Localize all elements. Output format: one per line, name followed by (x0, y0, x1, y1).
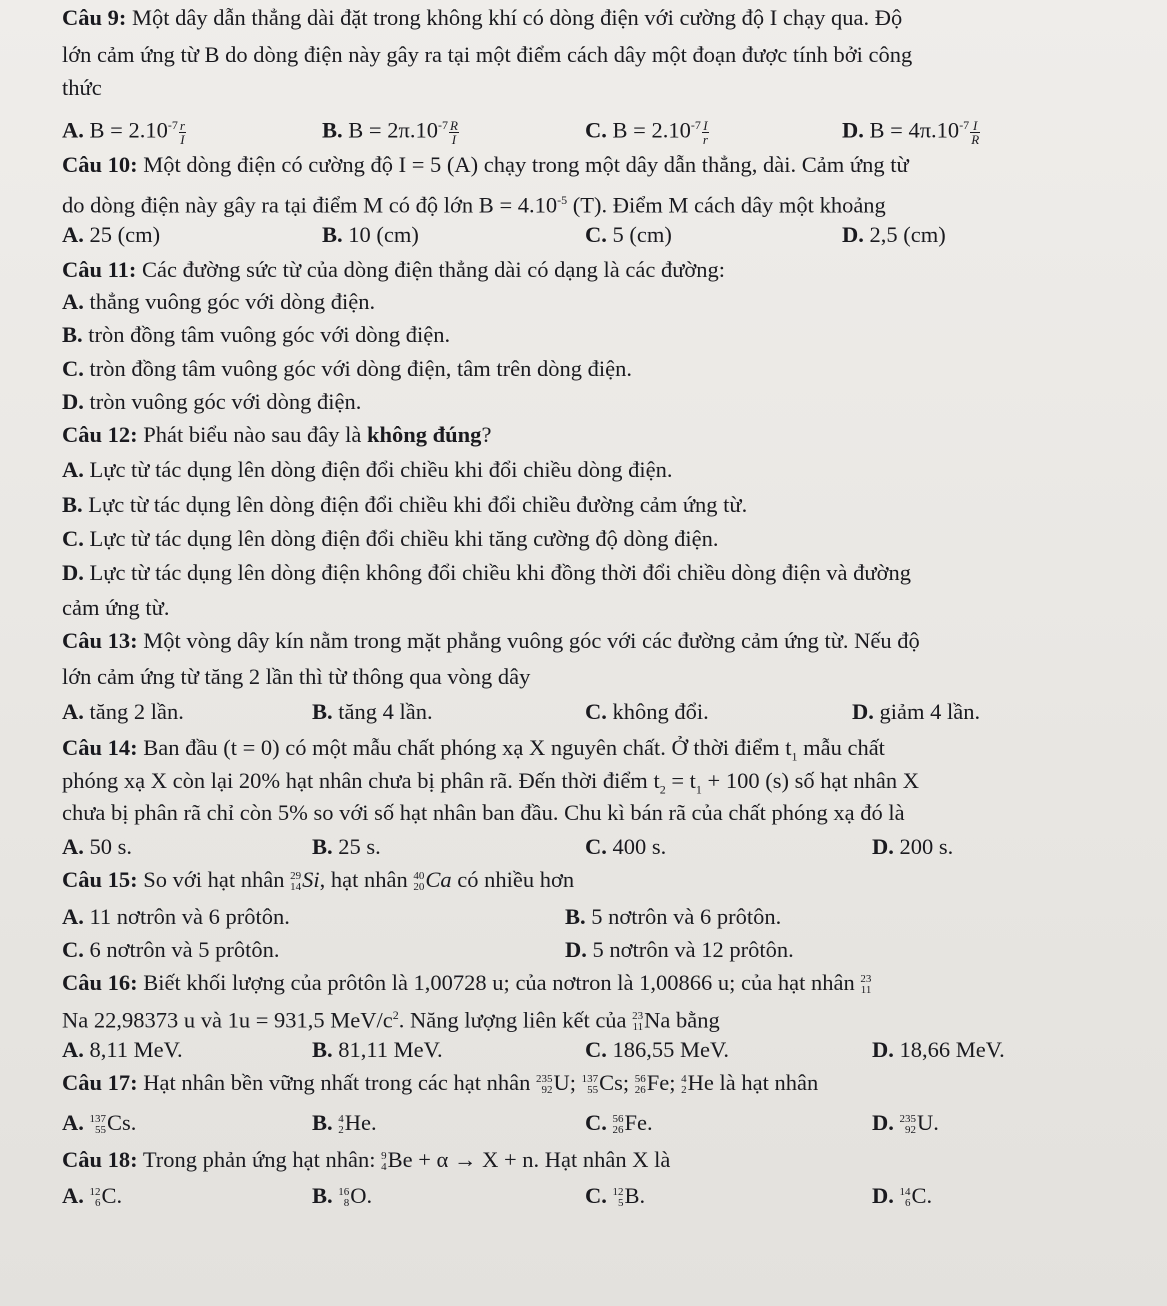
atomic-number: 92 (541, 1083, 553, 1096)
question-text: Trong phản ứng hạt nhân: (142, 1147, 382, 1172)
option-text: Lực từ tác dụng lên dòng điện đổi chiều khi đổi chiều dòng điện. (89, 457, 673, 482)
option-c[interactable] (585, 110, 709, 146)
option-a[interactable] (62, 697, 184, 727)
option-text: tăng 2 lần. (89, 699, 184, 724)
option-d[interactable] (62, 558, 911, 588)
question-text: So với hạt nhân (143, 867, 291, 892)
question-label: Câu 11: (62, 257, 137, 282)
option-letter: A. (62, 1183, 84, 1208)
question-9 (62, 3, 902, 33)
question-17 (62, 1068, 818, 1098)
option-d[interactable] (842, 110, 980, 146)
option-text: 5 nơtrôn và 6 prôtôn. (591, 904, 782, 929)
nuclide-notation (381, 1151, 387, 1173)
text: có nhiều hơn (451, 867, 575, 892)
exponent: -7 (690, 118, 701, 132)
exponent: -7 (167, 118, 178, 132)
question-label: Câu 13: (62, 628, 138, 653)
option-letter: B. (312, 834, 333, 859)
mass-number: 235 (899, 1112, 916, 1125)
option-letter: A. (62, 289, 84, 314)
atomic-number: 55 (587, 1083, 599, 1096)
fraction (702, 119, 709, 146)
option-letter: B. (312, 1183, 333, 1208)
option-d[interactable] (62, 387, 361, 417)
option-d[interactable] (872, 1181, 932, 1211)
option-d[interactable] (565, 935, 794, 965)
option-b[interactable] (565, 902, 781, 932)
denominator: r (702, 131, 708, 147)
option-text: thẳng vuông góc với dòng điện. (89, 289, 376, 314)
atomic-number: 92 (905, 1123, 916, 1136)
nuclide-notation (681, 1074, 687, 1096)
option-letter: B. (565, 904, 586, 929)
option-a[interactable] (62, 1181, 122, 1211)
option-d[interactable] (872, 832, 953, 862)
nuclide-notation (290, 871, 301, 893)
nuclide-notation (90, 1187, 101, 1209)
option-text: tròn đồng tâm vuông góc với dòng điện. (88, 322, 451, 347)
option-letter: D. (852, 699, 874, 724)
nuclide-notation (860, 974, 871, 996)
element-symbol: Fe (646, 1070, 670, 1095)
atomic-number: 6 (95, 1196, 101, 1209)
option-text: 11 nơtrôn và 6 prôtôn. (89, 904, 290, 929)
option-a[interactable] (62, 1108, 136, 1138)
option-c[interactable] (62, 354, 632, 384)
option-text: 5 (cm) (612, 222, 672, 247)
text: = t (665, 768, 696, 793)
element-symbol: Ca (425, 867, 452, 892)
option-text: giảm 4 lần. (879, 699, 981, 724)
atomic-number: 8 (343, 1196, 350, 1209)
element-symbol: He (687, 1070, 714, 1095)
mass-number: 12 (612, 1185, 624, 1198)
mass-number: 29 (290, 869, 302, 882)
option-letter: C. (585, 699, 607, 724)
option-a[interactable] (62, 287, 375, 317)
atomic-number: 5 (618, 1196, 624, 1209)
question-text: Một dây dẫn thẳng dài đặt trong không khí có dòng điện với cường độ I chạy qua. Độ (132, 5, 903, 30)
nuclide-notation (613, 1114, 624, 1136)
formula: B = 4π.10 (869, 117, 960, 143)
option-letter: C. (62, 937, 84, 962)
nuclide-notation (900, 1114, 917, 1136)
option-c[interactable] (585, 220, 672, 250)
nuclide-notation (632, 1011, 643, 1033)
text: do dòng điện này gây ra tại điểm M có độ lớn B = 4.10 (62, 192, 558, 218)
reaction-equation: + α → X + n (412, 1147, 534, 1172)
option-letter: D. (872, 1183, 894, 1208)
element-symbol: C. (101, 1183, 123, 1208)
element-symbol: U. (917, 1110, 939, 1135)
option-a[interactable] (62, 455, 673, 485)
subscript: 2 (659, 782, 666, 797)
option-letter: A. (62, 457, 84, 482)
option-text: 50 s. (89, 834, 133, 859)
mass-number: 12 (89, 1185, 101, 1198)
question-text (62, 1000, 720, 1036)
option-c[interactable] (585, 697, 709, 727)
option-b[interactable] (312, 1181, 372, 1211)
option-letter: C. (585, 834, 607, 859)
option-text: 400 s. (612, 834, 667, 859)
option-c[interactable] (585, 832, 666, 862)
formula: B = 2π.10 (348, 117, 438, 143)
mass-number: 40 (413, 869, 425, 882)
element-symbol: Be (387, 1147, 413, 1172)
denominator: R (971, 131, 980, 147)
exponent: 2 (392, 1008, 399, 1022)
nuclide-notation (338, 1114, 344, 1136)
numerator: R (449, 117, 458, 133)
question-label: Câu 12: (62, 422, 138, 447)
option-letter: C. (585, 117, 607, 143)
element-symbol: Cs (599, 1070, 623, 1095)
denominator: I (180, 131, 185, 147)
emphasis: không đúng (366, 422, 482, 447)
subscript: 1 (791, 749, 798, 764)
option-letter: D. (62, 389, 84, 414)
option-letter: C. (585, 1183, 607, 1208)
element-symbol: B. (624, 1183, 646, 1208)
option-text: 25 s. (338, 834, 381, 859)
option-text: 25 (cm) (89, 222, 161, 247)
question-10 (62, 150, 909, 180)
option-letter: A. (62, 1037, 84, 1062)
nuclide-notation (536, 1074, 553, 1096)
text: ? (481, 422, 492, 447)
atomic-number: 20 (413, 880, 425, 893)
option-text: 186,55 MeV. (612, 1037, 729, 1062)
option-b[interactable] (312, 832, 381, 862)
option-b[interactable] (322, 110, 459, 146)
text: . Năng lượng liên kết của (398, 1007, 633, 1033)
question-15 (62, 865, 574, 895)
option-d[interactable] (842, 220, 946, 250)
question-label: Câu 18: (62, 1147, 138, 1172)
atomic-number: 14 (290, 880, 302, 893)
exponent: -7 (959, 118, 970, 132)
question-label: Câu 14: (62, 735, 138, 760)
numerator: I (703, 117, 708, 133)
option-letter: D. (872, 1037, 894, 1062)
text: , hạt nhân (319, 867, 414, 892)
text: phóng xạ X còn lại 20% hạt nhân chưa bị phân rã. Đến thời điểm t (62, 768, 660, 793)
numerator: r (179, 117, 185, 133)
question-11 (62, 255, 725, 285)
question-16 (62, 968, 872, 998)
question-text: Biết khối lượng của prôtôn là 1,00728 u; của nơtron là 1,00866 u; của hạt nhân (143, 970, 855, 995)
text: + 100 (s) số hạt nhân X (701, 768, 919, 793)
question-label: Câu 10: (62, 152, 138, 177)
option-letter: D. (842, 117, 864, 143)
numerator: I (970, 119, 980, 133)
option-letter: C. (62, 526, 84, 551)
option-a[interactable] (62, 220, 160, 250)
mass-number: 4 (338, 1112, 344, 1125)
option-a[interactable] (62, 902, 290, 932)
option-c[interactable] (585, 1108, 653, 1138)
mass-number: 9 (381, 1149, 387, 1162)
atomic-number: 11 (632, 1021, 644, 1034)
option-letter: C. (585, 1110, 607, 1135)
mass-number: 56 (612, 1112, 624, 1125)
option-a[interactable] (62, 832, 132, 862)
option-letter: A. (62, 222, 84, 247)
option-text: tròn đồng tâm vuông góc với dòng điện, tâm trên dòng điện. (89, 356, 632, 381)
atomic-number: 4 (381, 1160, 387, 1173)
option-text-continued: cảm ứng từ. (62, 595, 170, 620)
atomic-number: 11 (860, 983, 872, 996)
option-d[interactable] (872, 1035, 1005, 1065)
option-text: tăng 4 lần. (338, 699, 433, 724)
option-a[interactable] (62, 110, 186, 146)
exponent: -7 (437, 118, 448, 132)
formula: B = 2.10 (89, 117, 168, 143)
option-letter: D. (842, 222, 864, 247)
option-letter: B. (62, 322, 83, 347)
text: mẫu chất (797, 735, 885, 760)
atomic-number: 6 (905, 1196, 911, 1209)
question-label: Câu 16: (62, 970, 138, 995)
element-symbol: U (553, 1070, 570, 1095)
option-letter: C. (62, 356, 84, 381)
option-letter: D. (872, 1110, 894, 1135)
mass-number: 137 (581, 1072, 599, 1085)
option-letter: B. (322, 222, 343, 247)
mass-number: 16 (338, 1185, 350, 1198)
atomic-number: 2 (681, 1083, 687, 1096)
question-text (62, 185, 886, 221)
option-d[interactable] (872, 1108, 939, 1138)
option-c[interactable] (585, 1035, 729, 1065)
fraction (449, 119, 459, 146)
text: là hạt nhân (713, 1070, 819, 1095)
option-text: 2,5 (cm) (869, 222, 946, 247)
text: Na 22,98373 u và 1u = 931,5 MeV/c (62, 1007, 393, 1033)
question-label: Câu 9: (62, 5, 127, 30)
nuclide-notation (413, 871, 424, 893)
option-text: 200 s. (899, 834, 954, 859)
text: . Hạt nhân X là (533, 1147, 671, 1172)
option-letter: D. (62, 560, 84, 585)
option-text: 6 nơtrôn và 5 prôtôn. (89, 937, 280, 962)
separator: ; (669, 1070, 682, 1095)
option-text: Lực từ tác dụng lên dòng điện đổi chiều khi tăng cường độ dòng điện. (89, 526, 719, 551)
option-b[interactable] (312, 697, 433, 727)
element-symbol: Fe. (624, 1110, 653, 1135)
option-letter: A. (62, 117, 84, 143)
option-text: Lực từ tác dụng lên dòng điện không đổi chiều khi đồng thời đổi chiều dòng điện và đường (89, 560, 911, 585)
option-letter: A. (62, 699, 84, 724)
question-text: lớn cảm ứng từ B do dòng điện này gây ra tại một điểm cách dây một đoạn được tính bởi công (62, 42, 913, 67)
option-c[interactable] (585, 1181, 645, 1211)
denominator: I (451, 131, 457, 147)
option-text: 5 nơtrôn và 12 prôtôn. (592, 937, 794, 962)
question-13 (62, 626, 920, 656)
option-text: 8,11 MeV. (89, 1037, 183, 1062)
option-b[interactable] (312, 1035, 443, 1065)
mass-number: 4 (681, 1072, 687, 1085)
element-symbol: C. (911, 1183, 933, 1208)
mass-number: 23 (632, 1010, 644, 1023)
option-b[interactable] (62, 320, 450, 350)
mass-number: 235 (535, 1072, 553, 1085)
option-letter: C. (585, 222, 607, 247)
separator: ; (622, 1070, 635, 1095)
question-text: Các đường sức từ của dòng điện thẳng dài có dạng là các đường: (142, 257, 726, 282)
question-label: Câu 17: (62, 1070, 138, 1095)
element-symbol: O. (350, 1183, 373, 1208)
question-text: thức (62, 75, 102, 100)
element-symbol: Cs. (107, 1110, 137, 1135)
fraction (970, 119, 980, 146)
nuclide-notation (613, 1187, 624, 1209)
question-text: chưa bị phân rã chỉ còn 5% so với số hạt nhân ban đầu. Chu kì bán rã của chất phóng xạ đó là (62, 800, 905, 825)
option-c[interactable] (62, 935, 280, 965)
option-c[interactable] (62, 524, 718, 554)
element-symbol: Si (302, 867, 320, 892)
mass-number: 23 (860, 972, 872, 985)
option-letter: A. (62, 1110, 84, 1135)
question-text: Phát biểu nào sau đây là (143, 422, 367, 447)
formula: B = 2.10 (612, 117, 691, 143)
option-text: không đổi. (612, 699, 709, 724)
option-a[interactable] (62, 1035, 183, 1065)
option-letter: B. (322, 117, 343, 143)
option-text: 81,11 MeV. (338, 1037, 443, 1062)
option-letter: B. (312, 699, 333, 724)
option-text: tròn vuông góc với dòng điện. (89, 389, 362, 414)
nuclide-notation (90, 1114, 107, 1136)
atomic-number: 55 (95, 1123, 106, 1136)
option-b[interactable] (322, 220, 419, 250)
option-letter: C. (585, 1037, 607, 1062)
option-text: 18,66 MeV. (899, 1037, 1005, 1062)
separator: ; (569, 1070, 582, 1095)
option-letter: A. (62, 904, 84, 929)
atomic-number: 26 (612, 1123, 624, 1136)
atomic-number: 2 (338, 1123, 344, 1136)
option-b[interactable] (312, 1108, 377, 1138)
question-text: Hạt nhân bền vững nhất trong các hạt nhân (143, 1070, 536, 1095)
question-text: Ban đầu (t = 0) có một mẫu chất phóng xạ X nguyên chất. Ở thời điểm t (143, 735, 792, 760)
mass-number: 137 (89, 1112, 106, 1125)
nuclide-notation (582, 1074, 599, 1096)
nuclide-notation (900, 1187, 911, 1209)
question-18 (62, 1145, 670, 1175)
option-text: Lực từ tác dụng lên dòng điện đổi chiều khi đổi chiều đường cảm ứng từ. (88, 492, 748, 517)
option-letter: A. (62, 834, 84, 859)
text: (T). Điểm M cách dây một khoảng (567, 192, 886, 218)
question-12 (62, 420, 491, 450)
subscript: 1 (695, 782, 702, 797)
mass-number: 14 (899, 1185, 911, 1198)
fraction (179, 119, 186, 146)
atomic-number: 26 (634, 1083, 646, 1096)
exponent: -5 (557, 193, 568, 207)
mass-number: 56 (634, 1072, 646, 1085)
question-text: Một vòng dây kín nằm trong mặt phẳng vuông góc với các đường cảm ứng từ. Nếu độ (143, 628, 920, 653)
option-letter: D. (565, 937, 587, 962)
element-symbol: He. (344, 1110, 377, 1135)
option-b[interactable] (62, 490, 747, 520)
option-d[interactable] (852, 697, 980, 727)
nuclide-notation (338, 1187, 349, 1209)
nuclide-notation (635, 1074, 646, 1096)
text: Na bằng (644, 1007, 720, 1033)
option-letter: B. (312, 1037, 333, 1062)
question-text: Một dòng điện có cường độ I = 5 (A) chạy trong một dây dẫn thẳng, dài. Cảm ứng từ (143, 152, 909, 177)
option-letter: D. (872, 834, 894, 859)
option-text: 10 (cm) (348, 222, 419, 247)
question-text: lớn cảm ứng từ tăng 2 lần thì từ thông qua vòng dây (62, 664, 531, 689)
option-letter: B. (312, 1110, 333, 1135)
question-label: Câu 15: (62, 867, 138, 892)
option-letter: B. (62, 492, 83, 517)
